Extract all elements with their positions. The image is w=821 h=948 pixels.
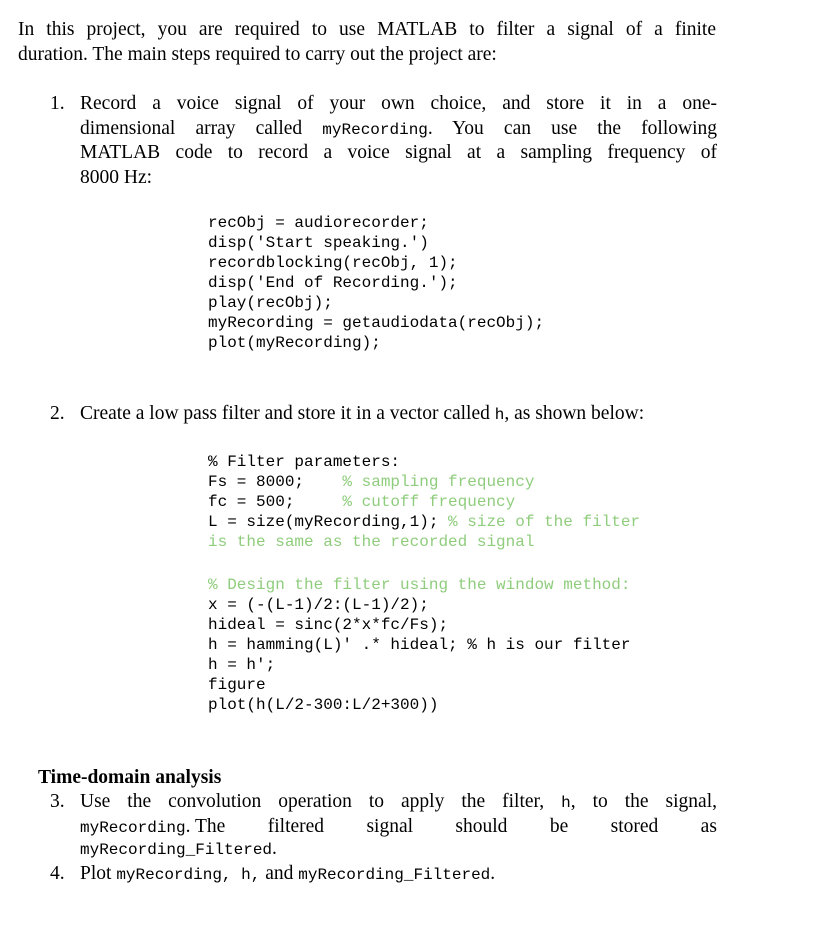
- step1-number: 1.: [50, 93, 65, 114]
- code-line: plot(h(L/2-300:L/2+300)): [208, 696, 439, 714]
- intro-line-1: In this project, you are required to use MATLAB to filter a signal of a finite: [18, 19, 716, 40]
- inline-code-myrecording-filtered: myRecording_Filtered: [298, 866, 491, 884]
- code-line: disp('Start speaking.'): [208, 234, 429, 252]
- code-line: disp('End of Recording.');: [208, 274, 458, 292]
- step3-number: 3.: [50, 791, 65, 812]
- step1-line-2: dimensional array called myRecording. You can use the following: [80, 117, 717, 139]
- step2-text: Create a low pass filter and store it in a vector called h, as shown below:: [80, 403, 645, 424]
- code-line: x = (-(L-1)/2:(L-1)/2);: [208, 596, 429, 614]
- code-line: Fs = 8000; % sampling frequency: [208, 473, 535, 491]
- intro-line-2: duration. The main steps required to carry out the project are:: [18, 43, 497, 65]
- step2-number: 2.: [50, 403, 65, 424]
- step3-line-3: myRecording_Filtered.: [80, 838, 277, 859]
- code-line: recObj = audiorecorder;: [208, 214, 429, 232]
- section-heading: Time-domain analysis: [38, 767, 222, 788]
- step1-line-1: Record a voice signal of your own choice, and store it in a one-: [80, 93, 717, 114]
- code-line: h = h';: [208, 656, 276, 674]
- inline-code-myrecording-h: myRecording, h,: [116, 866, 261, 884]
- code-line: myRecording = getaudiodata(recObj);: [208, 314, 545, 332]
- inline-code-h: h: [561, 794, 571, 812]
- code-line: play(recObj);: [208, 294, 333, 312]
- code-line: plot(myRecording);: [208, 334, 381, 352]
- step3-line-2: myRecording. The filtered signal should be stored as: [80, 816, 717, 837]
- step4-number: 4.: [50, 863, 65, 884]
- code-line: h = hamming(L)' .* hideal; % h is our filter: [208, 636, 631, 654]
- code-line: L = size(myRecording,1); % size of the filter: [208, 513, 641, 531]
- inline-code-myrecording: myRecording: [322, 120, 428, 139]
- step4-text: Plot myRecording, h, and myRecording_Filtered.: [80, 863, 496, 884]
- inline-code-myrecording: myRecording: [80, 819, 186, 837]
- code-line: figure: [208, 676, 266, 694]
- step2-code-block-2: [208, 575, 630, 715]
- code-line: is the same as the recorded signal: [208, 533, 535, 551]
- code-line: % Filter parameters:: [208, 453, 401, 471]
- code-line: fc = 500; % cutoff frequency: [208, 493, 516, 511]
- code-line: recordblocking(recObj, 1);: [208, 254, 458, 272]
- inline-code-h: h: [494, 406, 505, 424]
- step3-line-1: Use the convolution operation to apply the filter, h, to the signal,: [80, 791, 718, 812]
- inline-code-myrecording-filtered: myRecording_Filtered: [80, 841, 273, 859]
- step1-line-4: 8000 Hz:: [80, 166, 153, 188]
- code-line: hideal = sinc(2*x*fc/Fs);: [208, 616, 449, 634]
- step1-line-3: MATLAB code to record a voice signal at a sampling frequency of: [80, 142, 717, 163]
- step1-code-block: [208, 213, 544, 353]
- step2-code-block-1: [208, 452, 640, 552]
- code-line: % Design the filter using the window method:: [208, 576, 631, 594]
